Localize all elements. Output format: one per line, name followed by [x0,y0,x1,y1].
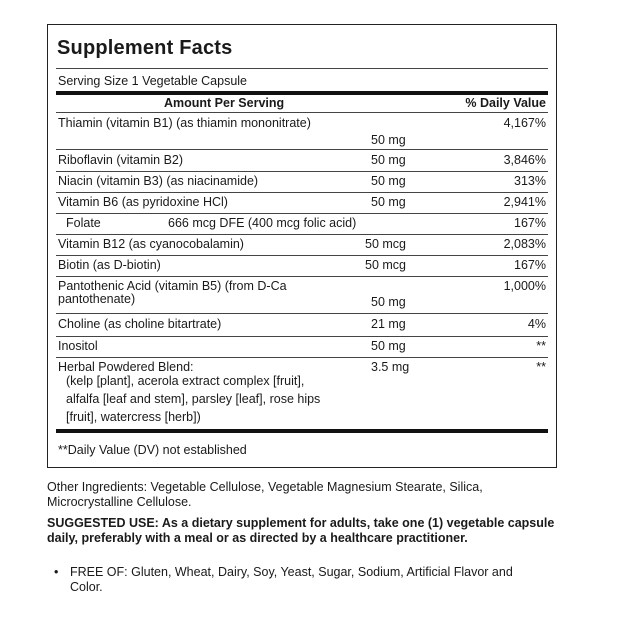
divider [56,313,548,314]
divider [56,357,548,358]
divider [56,213,548,214]
divider [56,192,548,193]
daily-value: 167% [514,216,546,230]
nutrient-name-line1: Pantothenic Acid (vitamin B5) (from D-Ca [58,279,287,293]
nutrient-name: Vitamin B12 (as cyanocobalamin) [58,237,244,251]
serving-size: Serving Size 1 Vegetable Capsule [58,74,248,88]
daily-value: 1,000% [503,279,546,293]
blend-line: (kelp [plant], acerola extract complex [fruit], [66,374,305,388]
suggested-use: SUGGESTED USE: As a dietary supplement for adults, take one (1) vegetable capsule daily, preferably with a meal or as directed by a healthcare practitioner. [47,516,555,545]
daily-value: 2,941% [503,195,546,209]
nutrient-amount: 50 mg [371,174,406,188]
nutrient-amount: 50 mg [371,133,406,147]
daily-value: ** [536,360,546,374]
other-ingredients: Other Ingredients: Vegetable Cellulose, Vegetable Magnesium Stearate, Silica, Microcrystalline Cellulose. [47,480,483,509]
nutrient-name: Folate [66,216,101,230]
nutrient-amount: 50 mg [371,339,406,353]
nutrient-name: Biotin (as D-biotin) [58,258,161,272]
divider [56,149,548,150]
divider [56,234,548,235]
nutrient-name: Riboflavin (vitamin B2) [58,153,184,167]
bullet-icon: • [54,565,59,579]
divider [56,112,548,113]
blend-line: [fruit], watercress [herb]) [66,410,201,424]
nutrient-amount: 50 mcg [365,237,406,251]
nutrient-name: Herbal Powdered Blend: [58,360,194,374]
nutrient-amount: 50 mg [371,153,406,167]
nutrient-amount: 50 mcg [365,258,406,272]
supplement-facts-panel [47,24,557,468]
header-daily-value: % Daily Value [465,96,546,110]
daily-value: 313% [514,174,546,188]
daily-value: ** [536,339,546,353]
divider-thick [56,429,548,433]
nutrient-amount: 50 mg [371,295,406,309]
footnote: **Daily Value (DV) not established [58,443,247,457]
free-of-list: FREE OF: Gluten, Wheat, Dairy, Soy, Yeast, Sugar, Sodium, Artificial Flavor and Color. [70,565,513,594]
divider [56,276,548,277]
nutrient-name-line2: pantothenate) [58,292,136,306]
nutrient-amount: 3.5 mg [371,360,410,374]
nutrient-name: Niacin (vitamin B3) (as niacinamide) [58,174,259,188]
header-amount: Amount Per Serving [164,96,285,110]
nutrient-amount: 21 mg [371,317,406,331]
table-row [58,116,546,150]
divider-thick [56,91,548,95]
nutrient-name: Vitamin B6 (as pyridoxine HCl) [58,195,228,209]
divider [56,68,548,69]
nutrient-amount: 50 mg [371,195,406,209]
nutrient-name: Thiamin (vitamin B1) (as thiamin mononitrate) [58,116,311,130]
nutrient-name: Choline (as choline bitartrate) [58,317,222,331]
daily-value: 167% [514,258,546,272]
daily-value: 2,083% [503,237,546,251]
nutrient-name: Inositol [58,339,98,353]
divider [56,171,548,172]
panel-title: Supplement Facts [57,37,233,59]
daily-value: 4% [527,317,546,331]
blend-line: alfalfa [leaf and stem], parsley [leaf], rose hips [66,392,321,406]
nutrient-amount: 666 mcg DFE (400 mcg folic acid) [168,216,357,230]
daily-value: 3,846% [503,153,546,167]
divider [56,255,548,256]
daily-value: 4,167% [503,116,546,130]
divider [56,336,548,337]
